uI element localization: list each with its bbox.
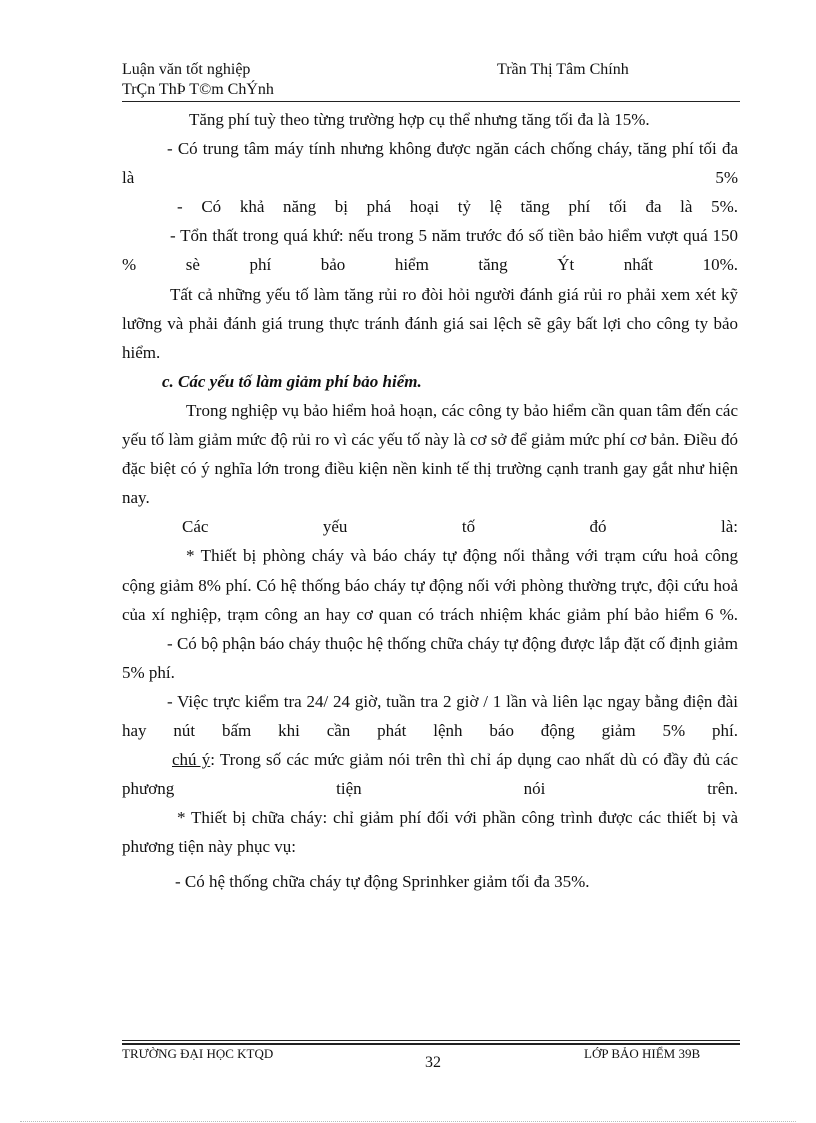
- header-title: Luận văn tốt nghiệp: [122, 61, 251, 78]
- paragraph-7: Các yếu tố đó là:: [182, 517, 738, 537]
- note-label: chú ý: [172, 750, 211, 770]
- footer-class: LỚP BẢO HIỂM 39B: [584, 1046, 701, 1061]
- paragraph-1: Tăng phí tuỳ theo từng trường hợp cụ thể nhưng tăng tối đa là 15%.: [189, 110, 650, 129]
- paragraph-13: - Có hệ thống chữa cháy tự động Sprinhker giảm tối đa 35%.: [175, 872, 590, 892]
- paragraph-4: - Tổn thất trong quá khứ: nếu trong 5 năm trước đó số tiền bảo hiểm vượt quá 150 % sè phí bảo hiểm tăng Ýt nhất 10%.: [122, 226, 738, 275]
- section-heading-c: c. Các yếu tố làm giảm phí bảo hiểm.: [162, 371, 422, 391]
- paragraph-9: - Có bộ phận báo cháy thuộc hệ thống chữa cháy tự động được lắp đặt cố định giảm 5% phí.: [122, 633, 738, 682]
- header-garbled-author: TrÇn ThÞ T©m ChÝnh: [122, 81, 274, 98]
- paragraph-2: - Có trung tâm máy tính nhưng không được ngăn cách chống cháy, tăng phí tối đa là 5%: [122, 139, 738, 188]
- page-number: 32: [425, 1054, 441, 1071]
- paragraph-5: Tất cả những yếu tố làm tăng rủi ro đòi hỏi người đánh giá rủi ro phải xem xét kỹ lưỡng và phải đánh giá trung thực tránh đánh giá sai lệch sẽ gây bất lợi cho công ty bảo hiểm.: [122, 284, 738, 362]
- paragraph-6: Trong nghiệp vụ bảo hiểm hoả hoạn, các công ty bảo hiểm cần quan tâm đến các yếu tố làm giảm mức độ rủi ro vì các yếu tố này là cơ sở để giảm mức phí cơ bản. Điều đó đặc biệt có ý nghĩa lớn trong điều kiện nền kinh tế thị trường cạnh tranh gay gắt như hiện nay.: [122, 400, 738, 508]
- paragraph-8: * Thiết bị phòng cháy và báo cháy tự động nối thẳng với trạm cứu hoả công cộng giảm 8% phí. Có hệ thống báo cháy tự động nối với phòng thường trực, đội cứu hoả của xí nghiệp, trạm công an hay cơ quan có trách nhiệm khác giảm phí bảo hiểm 6 %.: [122, 546, 738, 624]
- footer-rule-thick: [122, 1043, 740, 1045]
- paragraph-12: * Thiết bị chữa cháy: chỉ giảm phí đối với phần công trình được các thiết bị và phương tiện này phục vụ:: [122, 808, 738, 857]
- page-bottom-dotted-line: [20, 1121, 796, 1122]
- header-author: Trần Thị Tâm Chính: [497, 61, 629, 78]
- body-text: [122, 105, 738, 897]
- footer-school: TRƯỜNG ĐẠI HỌC KTQD: [122, 1046, 274, 1061]
- footer-rule: [122, 1040, 740, 1041]
- note-text: : Trong số các mức giảm nói trên thì chỉ áp dụng cao nhất dù có đầy đủ các phương tiện nói trên.: [122, 750, 738, 799]
- paragraph-10: - Việc trực kiểm tra 24/ 24 giờ, tuần tra 2 giờ / 1 lần và liên lạc ngay bằng điện đài hay nút bấm khi cần phát lệnh báo động giảm 5% phí.: [122, 691, 738, 740]
- paragraph-3: - Có khả năng bị phá hoại tỷ lệ tăng phí tối đa là 5%.: [177, 197, 738, 217]
- header-rule: [122, 101, 740, 102]
- paragraph-11: [122, 745, 738, 803]
